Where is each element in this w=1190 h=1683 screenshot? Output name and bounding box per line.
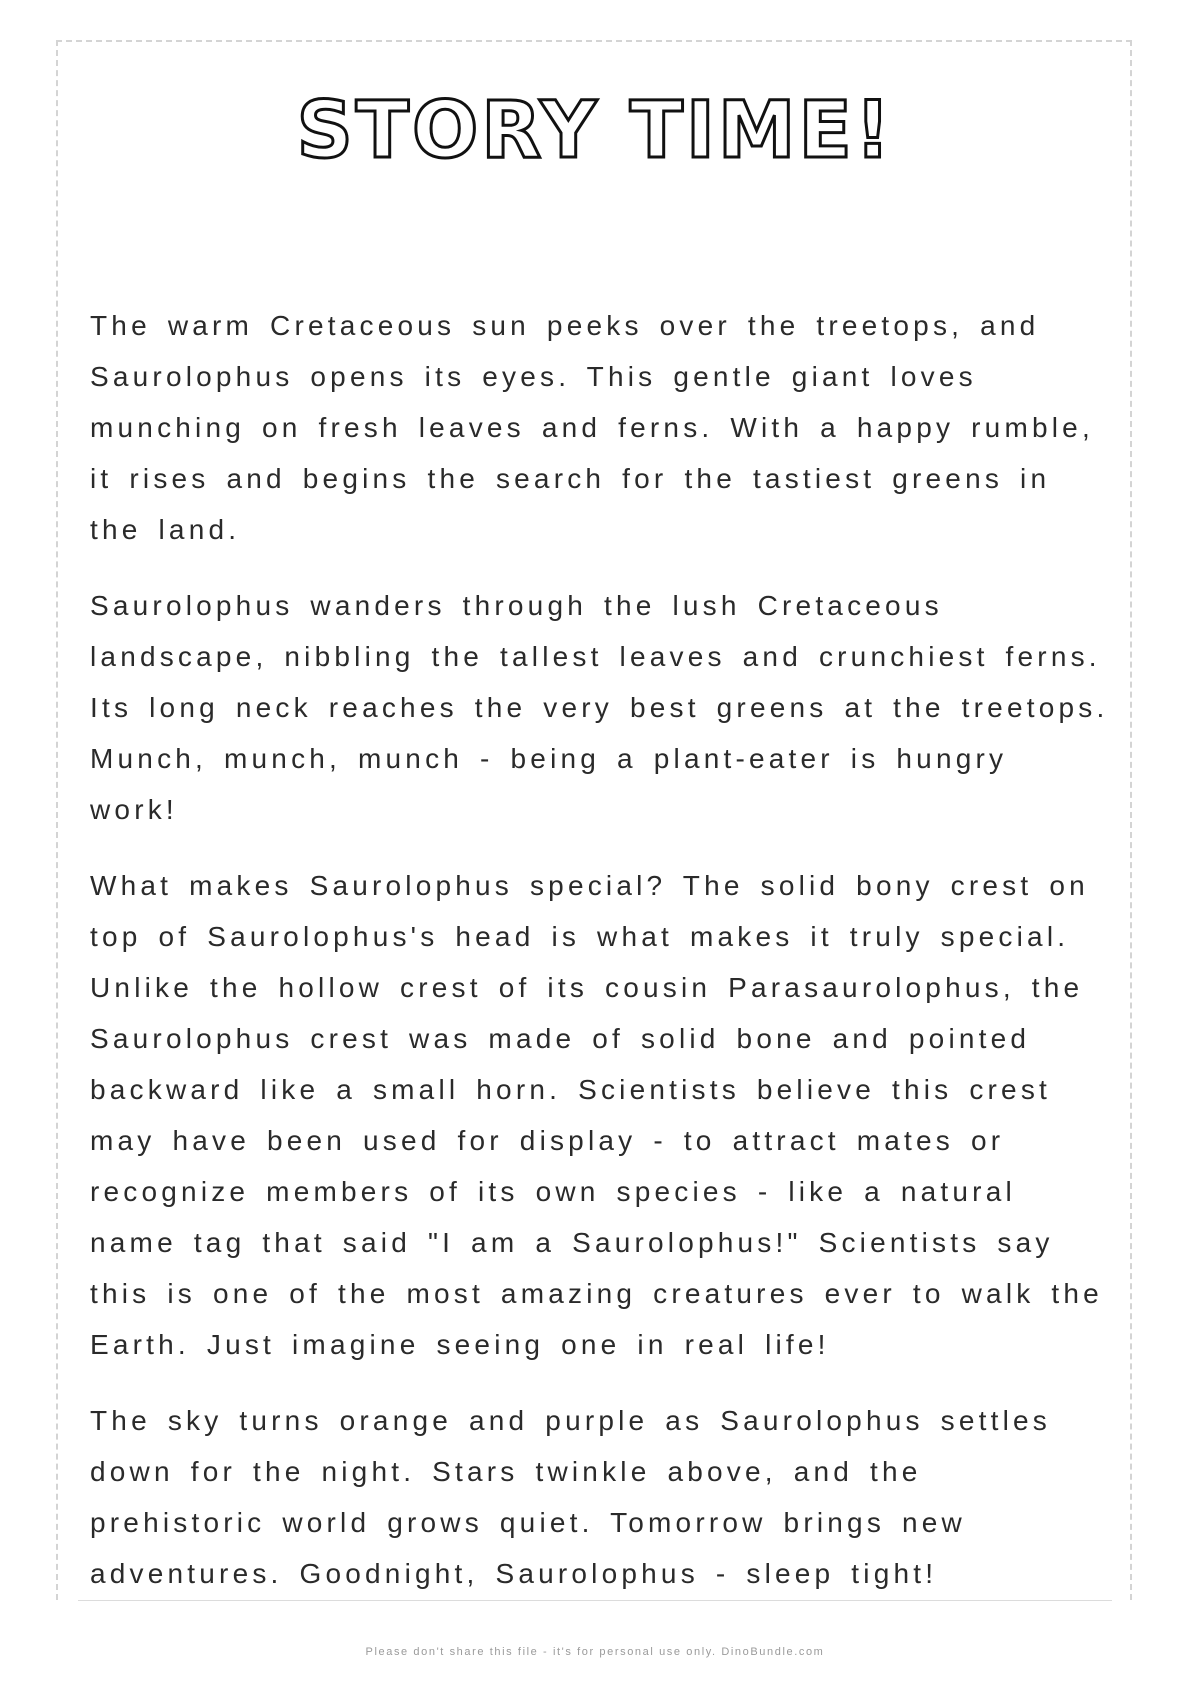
footer-divider <box>78 1600 1112 1601</box>
story-paragraph-4: The sky turns orange and purple as Saurolophus settles down for the night. Stars twinkle above, and the prehistoric world grows quiet. Tomorrow brings new adventures. Goodnight, Saurolophus - sleep tight! <box>90 1405 1051 1589</box>
story-paragraph-2: Saurolophus wanders through the lush Cretaceous landscape, nibbling the tallest leaves and crunchiest ferns. Its long neck reaches the very best greens at the treetops. Munch, munch, munch - being a plant-eater is hungry work! <box>90 590 1109 825</box>
footer-notice: Please don't share this file - it's for personal use only. DinoBundle.com <box>365 1646 825 1658</box>
page-title: STORY TIME! <box>296 86 894 176</box>
story-paragraph-1: The warm Cretaceous sun peeks over the treetops, and Saurolophus opens its eyes. This gentle giant loves munching on fresh leaves and ferns. With a happy rumble, it rises and begins the search for the tastiest greens in the land. <box>90 310 1094 545</box>
story-body <box>90 300 1110 1624</box>
story-paragraph-3: What makes Saurolophus special? The solid bony crest on top of Saurolophus's head is what makes it truly special. Unlike the hollow crest of its cousin Parasaurolophus, the Saurolophus crest was made of solid bone and pointed backward like a small horn. Scientists believe this crest may have been used for display - to attract mates or recognize members of its own species - like a natural name tag that said "I am a Saurolophus!" Scientists say this is one of the most amazing creatures ever to walk the Earth. Just imagine seeing one in real life! <box>90 870 1103 1360</box>
